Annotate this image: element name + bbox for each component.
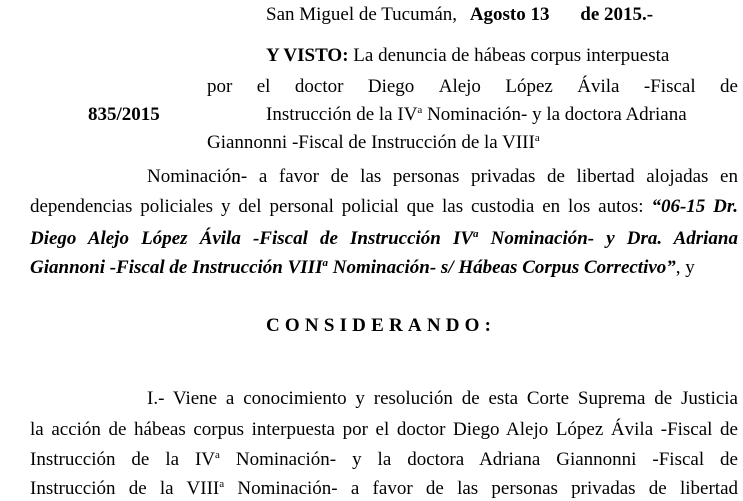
superscript: a — [473, 228, 479, 240]
visto-line-6 — [30, 195, 738, 219]
header-date-year: de 2015.- — [580, 4, 654, 25]
visto-word: doctor — [294, 76, 344, 97]
visto-line-3-pre: Instrucción de la IV — [266, 104, 418, 125]
section1-line-4 — [30, 477, 738, 501]
visto-line-3 — [266, 103, 687, 127]
visto-word: Alejo — [438, 76, 481, 97]
visto-line-1 — [266, 44, 669, 68]
header-place: San Miguel de Tucumán, — [266, 4, 458, 25]
visto-line-8-post: Nominación- s/ Hábeas Corpus Correctivo” — [327, 257, 676, 278]
visto-word: por — [207, 76, 233, 97]
visto-line-7 — [30, 227, 738, 251]
visto-line-6-text: dependencias policiales y del personal policial que las custodia en los autos: — [30, 196, 644, 217]
superscript: a — [219, 478, 225, 490]
section1-line-2 — [30, 418, 738, 442]
visto-line-3-post: Nominación- y la doctora Adriana — [422, 104, 687, 125]
section1-line-1 — [147, 387, 738, 411]
visto-line-1-text: La denuncia de hábeas corpus interpuesta — [353, 45, 670, 66]
superscript: a — [417, 104, 423, 116]
visto-line-6-bold: “06-15 Dr. — [651, 196, 738, 217]
visto-line-8 — [30, 256, 695, 280]
visto-line-8-pre: Giannoni -Fiscal de Instrucción VIII — [30, 257, 323, 278]
section1-line-4-pre: Instrucción de la VIII — [30, 478, 220, 499]
header-date-month: Agosto 13 — [469, 4, 550, 25]
visto-line-5 — [147, 165, 738, 189]
case-number: 835/2015 — [88, 104, 160, 125]
superscript: a — [534, 132, 540, 144]
visto-line-7-pre: Diego Alejo López Ávila -Fiscal de Instrucción IV — [30, 228, 474, 249]
considerando-heading: CONSIDERANDO: — [266, 315, 497, 336]
visto-word: López — [505, 76, 553, 97]
section1-line-3-pre: Instrucción de la IV — [30, 449, 216, 470]
section1-line-2-text: la acción de hábeas corpus interpuesta por el doctor Diego Alejo López Ávila -Fiscal de — [30, 419, 738, 440]
section1-line-4-post: Nominación- a favor de las personas privadas de libertad — [224, 478, 738, 499]
visto-line-4 — [207, 131, 540, 155]
section1-line-3 — [30, 448, 738, 472]
header-date-line — [266, 3, 653, 27]
superscript: a — [322, 257, 328, 269]
visto-line-2 — [207, 75, 738, 99]
visto-label: Y VISTO: — [266, 45, 349, 66]
visto-line-4-pre: Giannonni -Fiscal de Instrucción de la VIII — [207, 132, 535, 153]
visto-word: el — [256, 76, 271, 97]
visto-word: de — [720, 76, 738, 97]
visto-line-7-post: Nominación- y Dra. Adriana — [478, 228, 738, 249]
section1-line-3-post: Nominación- y la doctora Adriana Giannonni -Fiscal de — [219, 449, 738, 470]
visto-line-5-text: Nominación- a favor de las personas privadas de libertad alojadas en — [147, 166, 738, 187]
visto-word: Ávila — [577, 76, 620, 97]
visto-word: -Fiscal — [643, 76, 696, 97]
visto-word: Diego — [367, 76, 415, 97]
section1-line-1-text: I.- Viene a conocimiento y resolución de esta Corte Suprema de Justicia — [147, 388, 738, 409]
visto-line-8-tail: , y — [675, 257, 695, 278]
superscript: a — [215, 449, 220, 461]
